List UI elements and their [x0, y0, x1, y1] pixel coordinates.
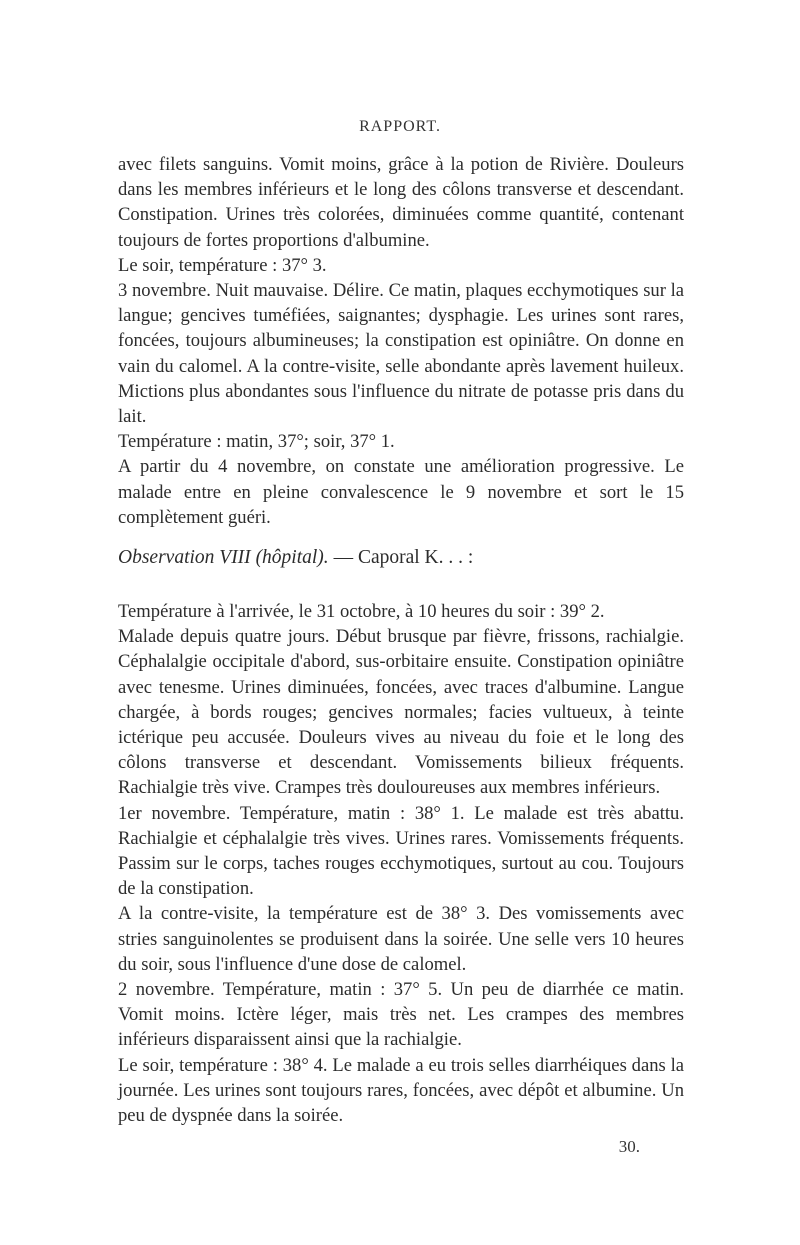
paragraph: 1er novembre. Température, matin : 38° 1. Le malade est très abattu. Rachialgie et céphalalgie très vives. Urines rares. Vomissements fréquents. Passim sur le corps, taches rouges ecchymotiques, surtout au cou. Toujours de la constipation. [118, 802, 684, 900]
paragraph: 3 novembre. Nuit mauvaise. Délire. Ce matin, plaques ecchymotiques sur la langue; gencives tuméfiées, saignantes; dysphagie. Les urines sont rares, foncées, toujours albumineuses; la constipation est opiniâtre. On donne en vain du calomel. A la contre-visite, selle abondante après lavement huileux. Mictions plus abondantes sous l'influence du nitrate de potasse pris dans du lait. [118, 280, 684, 428]
paragraph: Le soir, température : 37° 3. [118, 254, 327, 276]
paragraph: 2 novembre. Température, matin : 37° 5. Un peu de diarrhée ce matin. Vomit moins. Ictère léger, mais très net. Les crampes des membres inférieurs disparaissent ainsi que la rachialgie. [118, 979, 684, 1051]
paragraph: Malade depuis quatre jours. Début brusque par fièvre, frissons, rachialgie. Céphalalgie occipitale d'abord, sus-orbitaire ensuite. Constipation opiniâtre avec tenesme. Urines diminuées, foncées, avec traces d'albumine. Langue chargée, à bords rouges; gencives normales; facies vultueux, à teinte ictérique peu accusée. Douleurs vives au niveau du foie et le long des côlons transverse et descendant. Vomissements bilieux fréquents. Rachialgie très vive. Crampes très douloureuses aux membres inférieurs. [118, 626, 684, 799]
observation-heading [118, 547, 684, 569]
text-block-continuation [118, 152, 684, 530]
running-head: RAPPORT. [359, 118, 441, 135]
observation-subject: — Caporal K. . . : [333, 547, 474, 568]
observation-label: Observation VIII [118, 547, 251, 568]
paragraph: Température à l'arrivée, le 31 octobre, à 10 heures du soir : 39° 2. [118, 601, 605, 622]
observation-place: (hôpital). [255, 547, 329, 568]
paragraph: A partir du 4 novembre, on constate une amélioration progressive. Le malade entre en pleine convalescence le 9 novembre et sort le 15 complètement guéri. [118, 456, 684, 528]
paragraph: avec filets sanguins. Vomit moins, grâce à la potion de Rivière. Douleurs dans les membres inférieurs et le long des côlons transverse et descendant. Constipation. Urines très colorées, diminuées comme quantité, contenant toujours de fortes proportions d'albumine. [118, 154, 684, 251]
paragraph: Le soir, température : 38° 4. Le malade a eu trois selles diarrhéiques dans la journée. Les urines sont toujours rares, foncées, avec dépôt et albumine. Un peu de dyspnée dans la soirée. [118, 1054, 684, 1127]
page-number: 30. [618, 1137, 640, 1156]
text-block-observation [118, 599, 684, 1128]
paragraph: Température : matin, 37°; soir, 37° 1. [118, 431, 395, 453]
paragraph: A la contre-visite, la température est de 38° 3. Des vomissements avec stries sanguinolentes se produisent dans la soirée. Une selle vers 10 heures du soir, sous l'influence d'une dose de calomel. [118, 903, 684, 975]
